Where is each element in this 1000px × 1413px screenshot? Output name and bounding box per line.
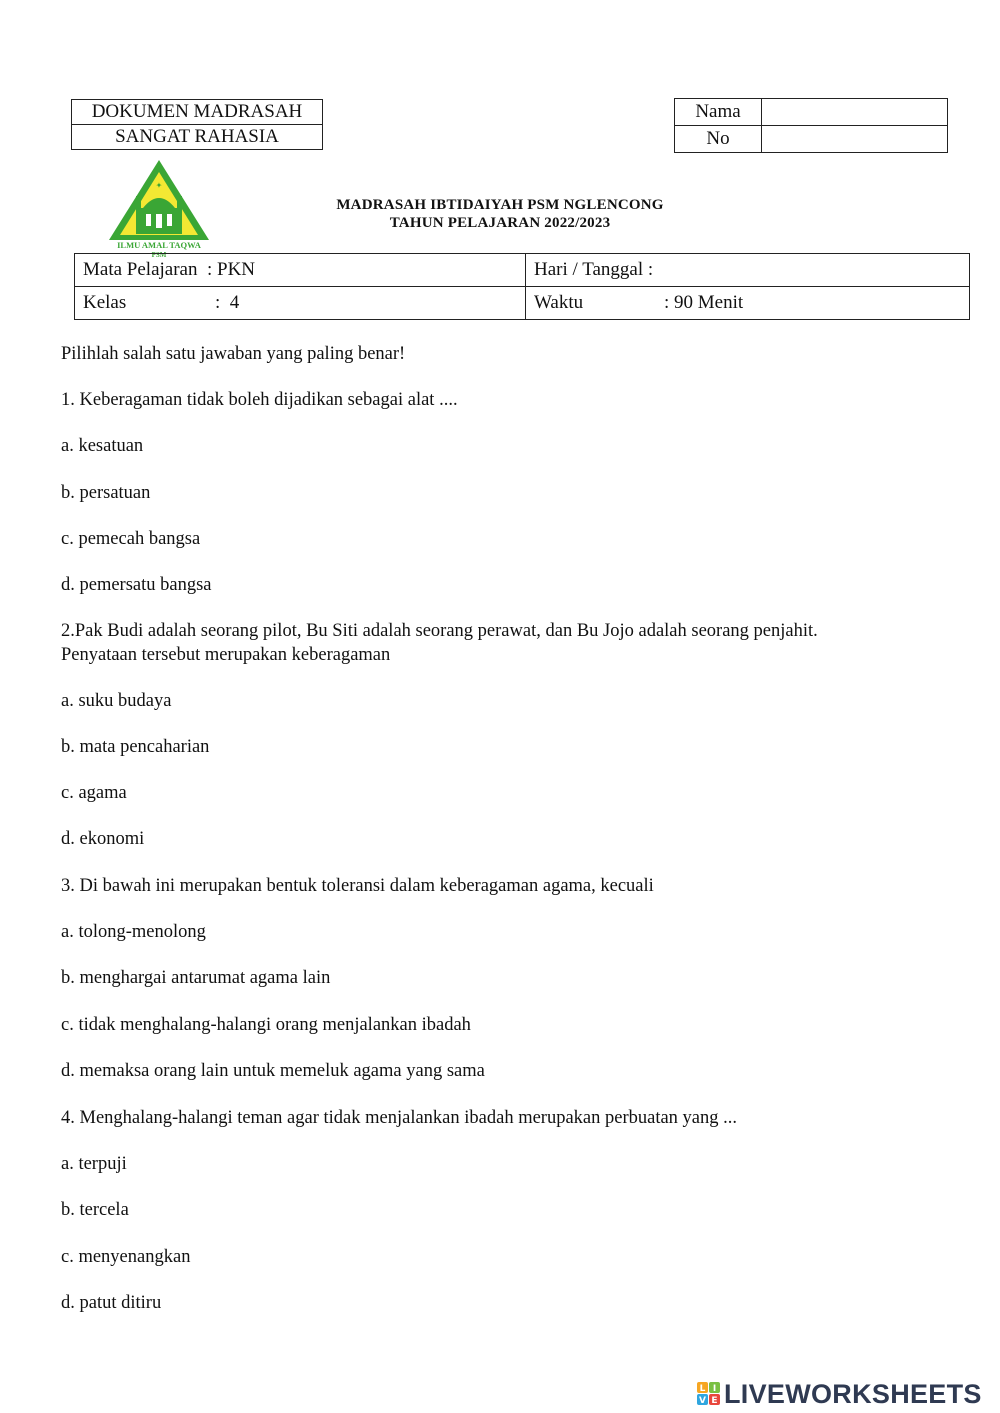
doc-box-line-2: SANGAT RAHASIA bbox=[72, 125, 323, 150]
q1-option-d[interactable]: d. pemersatu bangsa bbox=[61, 575, 212, 595]
q2-option-a[interactable]: a. suku budaya bbox=[61, 691, 172, 711]
doc-box-line-1: DOKUMEN MADRASAH bbox=[72, 100, 323, 125]
q1-option-c[interactable]: c. pemecah bangsa bbox=[61, 529, 201, 549]
time-cell bbox=[526, 287, 970, 320]
question-3: 3. Di bawah ini merupakan bentuk toleransi dalam keberagaman agama, kecuali bbox=[61, 876, 654, 896]
question-4: 4. Menghalang-halangi teman agar tidak menjalankan ibadah merupakan perbuatan yang ... bbox=[61, 1108, 738, 1128]
q3-option-d[interactable]: d. memaksa orang lain untuk memeluk agama yang sama bbox=[61, 1061, 485, 1081]
instruction: Pilihlah salah satu jawaban yang paling benar! bbox=[61, 344, 406, 364]
subject-cell: Mata Pelajaran : PKN bbox=[75, 254, 526, 287]
q4-option-a[interactable]: a. terpuji bbox=[61, 1154, 127, 1174]
question-2: 2.Pak Budi adalah seorang pilot, Bu Siti adalah seorang perawat, dan Bu Jojo adalah seorang penjahit. bbox=[61, 621, 818, 641]
class-label: Kelas bbox=[83, 292, 127, 313]
q1-option-b[interactable]: b. persatuan bbox=[61, 483, 151, 503]
no-field[interactable] bbox=[762, 126, 948, 153]
time-value: : 90 Menit bbox=[664, 292, 744, 313]
class-value: : 4 bbox=[215, 292, 240, 313]
q4-option-b[interactable]: b. tercela bbox=[61, 1200, 129, 1220]
school-name: MADRASAH IBTIDAIYAH PSM NGLENCONG bbox=[336, 197, 664, 213]
q2-option-b[interactable]: b. mata pencaharian bbox=[61, 737, 210, 757]
exam-info-table bbox=[74, 253, 970, 320]
svg-text:V: V bbox=[699, 1396, 706, 1406]
q2-option-d[interactable]: d. ekonomi bbox=[61, 829, 145, 849]
svg-text:I: I bbox=[712, 1384, 717, 1394]
logo-text-main: ILMU AMAL TAQWA bbox=[117, 240, 201, 250]
day-date-cell: Hari / Tanggal : bbox=[526, 254, 970, 287]
q1-option-a[interactable]: a. kesatuan bbox=[61, 436, 144, 456]
logo-text-bottom: PSM bbox=[151, 251, 167, 258]
q3-option-a[interactable]: a. tolong-menolong bbox=[61, 922, 206, 942]
time-label: Waktu bbox=[534, 292, 584, 313]
no-label: No bbox=[675, 126, 762, 153]
liveworksheets-brand[interactable] bbox=[697, 1377, 982, 1411]
q3-option-c[interactable]: c. tidak menghalang-halangi orang menjalankan ibadah bbox=[61, 1015, 471, 1035]
nama-label: Nama bbox=[675, 99, 762, 126]
q2-option-c[interactable]: c. agama bbox=[61, 783, 127, 803]
svg-text:E: E bbox=[711, 1396, 718, 1406]
question-2-continued: Penyataan tersebut merupakan keberagaman bbox=[61, 645, 391, 665]
nama-field[interactable] bbox=[762, 99, 948, 126]
q4-option-c[interactable]: c. menyenangkan bbox=[61, 1247, 191, 1267]
student-id-box bbox=[674, 98, 948, 153]
class-cell bbox=[75, 287, 526, 320]
school-logo bbox=[106, 158, 212, 258]
svg-text:✦: ✦ bbox=[155, 181, 163, 190]
document-classification-box bbox=[71, 99, 323, 150]
school-year: TAHUN PELAJARAN 2022/2023 bbox=[389, 215, 611, 231]
brand-text: LIVEWORKSHEETS bbox=[724, 1378, 982, 1409]
liveworksheets-logo-icon bbox=[697, 1381, 721, 1407]
q4-option-d[interactable]: d. patut ditiru bbox=[61, 1293, 162, 1313]
q3-option-b[interactable]: b. menghargai antarumat agama lain bbox=[61, 968, 331, 988]
question-1: 1. Keberagaman tidak boleh dijadikan sebagai alat .... bbox=[61, 390, 458, 410]
svg-text:L: L bbox=[699, 1384, 706, 1394]
